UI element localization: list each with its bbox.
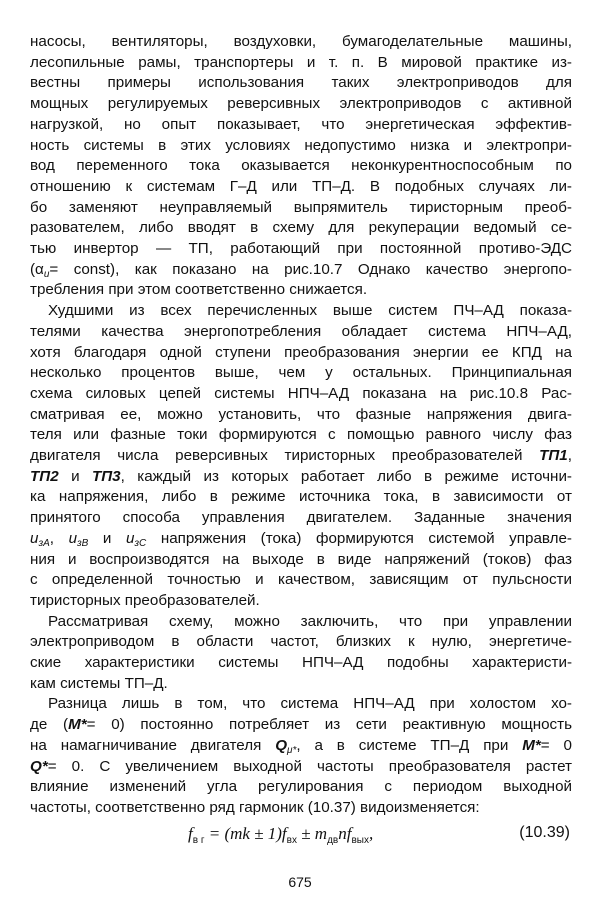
text-line — [30, 508, 572, 528]
subscript: μ* — [287, 744, 297, 756]
text-run: ния и воспроизводятся на выходе в виде напряжений (токов) фаз — [30, 550, 572, 568]
math-symbol: M* — [68, 716, 87, 734]
text-line — [30, 343, 572, 363]
text-line — [30, 156, 572, 176]
text-line — [30, 570, 572, 590]
text-line — [30, 425, 572, 445]
text-run: разователем, либо вводят в схему для рекуперации ведомый се- — [30, 219, 572, 237]
text-run: на намагничивание двигателя — [30, 736, 276, 754]
text-line — [30, 73, 572, 93]
text-line — [30, 467, 572, 487]
eq-subscript: дв — [327, 835, 339, 846]
text-line — [30, 322, 572, 342]
text-line — [30, 94, 572, 114]
text-run: ка напряжения, либо в режиме источника тока, в зависимости от — [30, 488, 572, 506]
text-run: напряжения (тока) формируются системой управле- — [146, 529, 572, 547]
text-run: ские характеристики системы НПЧ–АД подобны характеристи- — [30, 654, 572, 671]
text-line — [30, 653, 572, 673]
text-run: хотя благодаря одной ступени преобразования энергии ее КПД на — [30, 343, 572, 361]
text-run: и — [88, 529, 126, 547]
subscript: зА — [38, 537, 50, 549]
text-run: (α — [30, 260, 44, 278]
text-run: де ( — [30, 716, 69, 734]
eq-part: , — [368, 824, 374, 843]
math-symbol: M* — [522, 736, 541, 754]
text-run: Разница лишь в том, что система НПЧ–АД при холостом хо- — [48, 695, 572, 713]
text-run: вестны примеры использования таких электроприводов для — [30, 74, 572, 92]
equation-number: (10.39) — [519, 824, 570, 841]
text-line — [30, 715, 572, 735]
text-line — [30, 632, 572, 652]
text-line — [30, 280, 572, 300]
text-line — [30, 757, 572, 777]
text-run: вод переменного тока оказывается неконкурентноспособным по — [30, 157, 572, 175]
text-line — [30, 136, 572, 156]
math-symbol: u — [125, 529, 135, 547]
text-run: ность системы в этих условиях недопустимо низка и электропри- — [30, 136, 572, 154]
equation-10-39 — [0, 824, 600, 848]
text-run: сматривая ее, можно установить, что фазные напряжения двига- — [30, 405, 572, 423]
math-symbol: ТП1 — [539, 447, 568, 464]
text-run: и — [58, 467, 92, 485]
math-symbol: ТП2 — [30, 467, 59, 485]
eq-subscript: вых — [351, 835, 369, 846]
text-line — [48, 612, 572, 632]
text-line — [30, 198, 572, 218]
text-line — [30, 177, 572, 197]
text-run: мощных регулируемых реверсивных электроприводов с активной — [30, 95, 572, 113]
text-run: влияние изменений угла регулирования с периодом выходной — [30, 778, 572, 796]
math-symbol: Q* — [30, 757, 48, 775]
equation-expression — [188, 824, 373, 846]
text-run: бо заменяют неуправляемый выпрямитель тиристорным преоб- — [30, 198, 572, 216]
text-line — [48, 694, 572, 714]
text-line — [30, 405, 572, 425]
text-run: Худшими из всех перечисленных выше систем ПЧ–АД показа- — [48, 302, 572, 320]
text-line — [30, 239, 572, 259]
text-run: , каждый из которых работает либо в режиме источни- — [120, 467, 572, 485]
text-line — [30, 218, 572, 238]
text-line — [30, 529, 572, 549]
text-run: = 0 — [540, 736, 572, 754]
math-symbol: ТП3 — [91, 467, 121, 485]
text-run: теля или фазные токи формируются с помощью равного числу фаз — [30, 426, 572, 444]
text-run: кам системы ТП–Д. — [30, 674, 168, 692]
text-run: несколько процентов выше, чем у остальных. Принципиальная — [30, 364, 572, 382]
text-line — [30, 674, 572, 694]
text-line — [30, 115, 572, 135]
subscript: зС — [134, 537, 147, 549]
text-run: , — [567, 447, 572, 464]
subscript: и — [43, 268, 50, 280]
text-run: отношению к системам Г–Д или ТП–Д. В подобных случаях ли- — [30, 177, 572, 195]
text-line — [30, 736, 572, 756]
text-run: = 0) постоянно потребляет из сети реактивную мощность — [86, 716, 572, 734]
text-line — [30, 53, 572, 73]
text-line — [30, 798, 572, 818]
eq-part: ± m — [296, 824, 328, 843]
text-run: принятого способа управления двигателем. Заданные значения — [30, 509, 572, 527]
text-run: = const), как показано на рис.10.7 Однако качество энергопо- — [49, 260, 572, 278]
text-run: двигателя числа реверсивных тиристорных преобразователей — [30, 447, 540, 464]
text-run: с определенной точностью и качеством, зависящим от пульсности — [30, 571, 572, 589]
eq-symbol: f — [188, 824, 193, 843]
math-symbol: Q — [275, 736, 288, 754]
text-line — [30, 487, 572, 507]
text-line — [30, 32, 572, 52]
math-symbol: u — [68, 529, 78, 547]
text-line — [30, 777, 572, 797]
page-number: 675 — [288, 874, 312, 890]
text-line — [30, 363, 572, 383]
text-run: тиристорных преобразователей. — [30, 591, 260, 609]
eq-subscript: в г — [192, 835, 205, 846]
eq-part: nf — [338, 824, 352, 843]
eq-part: = (mk ± 1)f — [204, 824, 287, 843]
text-run: тью инвертор — ТП, работающий при постоянной противо-ЭДС — [30, 240, 572, 257]
text-run: , а в системе ТП–Д при — [296, 736, 523, 754]
text-line — [48, 301, 572, 321]
text-run: Рассматривая схему, можно заключить, что при управлении — [48, 612, 572, 630]
eq-subscript: вх — [286, 835, 297, 846]
text-line — [30, 550, 572, 570]
math-symbol: u — [30, 529, 39, 547]
subscript: зВ — [77, 537, 89, 549]
text-run: , — [49, 529, 69, 547]
text-line — [30, 384, 572, 404]
text-run: телями качества энергопотребления обладает система НПЧ–АД, — [30, 322, 572, 340]
text-run: частоты, соответственно ряд гармоник (10.37) видоизменяется: — [30, 798, 480, 816]
text-run: схема силовых цепей системы НПЧ–АД показана на рис.10.8 Рас- — [30, 384, 572, 402]
text-run: нагрузкой, но опыт показывает, что энергетическая эффектив- — [30, 115, 572, 133]
text-line — [30, 446, 572, 466]
text-line — [30, 260, 572, 280]
text-run: насосы, вентиляторы, воздуховки, бумагоделательные машины, — [30, 33, 572, 50]
text-run: требления при этом соответственно снижается. — [30, 281, 368, 299]
text-run: электроприводом в области частот, близких к нулю, энергетиче- — [30, 633, 572, 651]
text-run: лесопильные рамы, транспортеры и т. п. В мировой практике из- — [30, 53, 572, 71]
text-line — [30, 591, 572, 611]
text-run: = 0. С увеличением выходной частоты преобразователя растет — [47, 757, 572, 775]
